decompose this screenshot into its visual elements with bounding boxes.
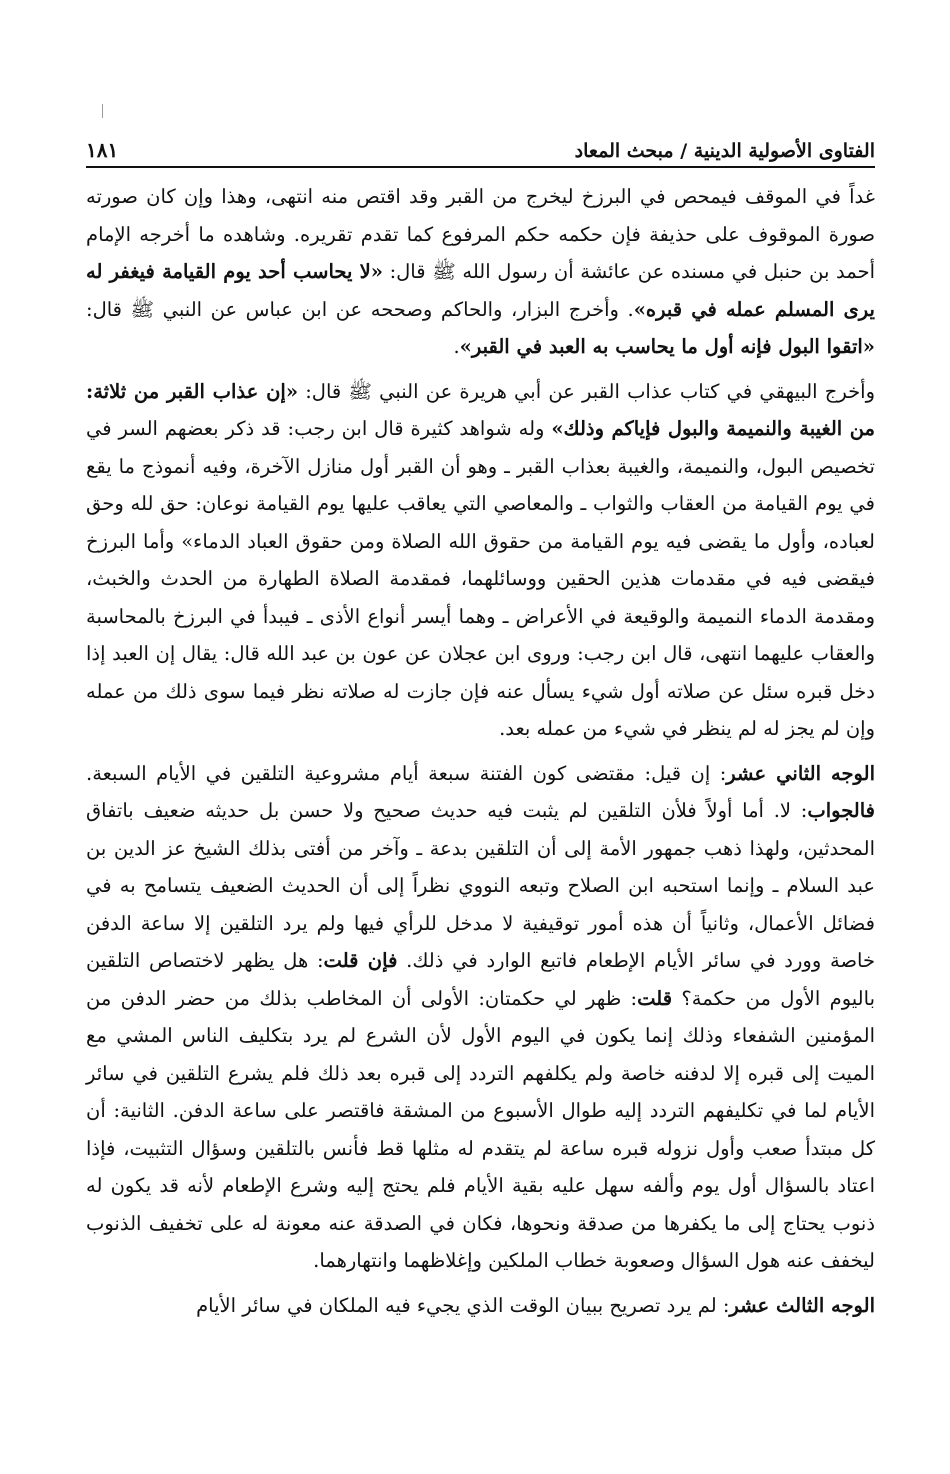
text-run: : لم يرد تصريح ببيان الوقت الذي يجيء فيه الملكان في سائر الأيام: [196, 1293, 730, 1317]
text-run: : ظهر لي حكمتان: الأولى أن المخاطب بذلك من حضر الدفن من المؤمنين الشفعاء وذلك إنما يكون في اليوم الأول لأن الشرع لم يرد بتكليف الناس المشي مع الميت إلى قبره إلا لدفنه خاصة ولم يكلفهم التردد إلى قبره بعد ذلك فلم يشرع التلقين في سائر الأيام لما في تكليفهم التردد إليه طوال الأسبوع من المشقة فاقتصر على ساعة الدفن. الثانية: أن كل مبتدأ صعب وأول نزوله قبره ساعة لم يتقدم له مثلها قط فأنس بالتلقين وسؤال التثبيت، فإذا اعتاد بالسؤال أول يوم وألفه سهل عليه بقية الأيام فلم يحتج إليه وشرع الإطعام لأنه قد يكون له ذنوب يحتاج إلى ما يكفرها من صدقة ونحوها، فكان في الصدقة عنه معونة له على تخفيف الذنوب ليخفف عنه هول السؤال وصعوبة خطاب الملكين وإغلاظهما وانتهارهما.: [86, 986, 876, 1272]
bold-text-run: فالجواب: [807, 799, 875, 822]
paragraph: [86, 1287, 875, 1325]
bold-text-run: «لا يحاسب أحد يوم القيامة فيغفر له يرى المسلم عمله في قبره»: [86, 260, 875, 321]
paragraph: [86, 373, 875, 748]
text-run: : لا. أما أولاً فلأن التلقين لم يثبت فيه حديث صحيح ولا حسن بل حديثه ضعيف باتفاق المحدثين، ولهذا ذهب جمهور الأمة إلى أن التلقين بدعة ـ وآخر من أفتى بذلك الشيخ عز الدين بن عبد السلام ـ وإنما استحبه ابن الصلاح وتبعه النووي نظراً إلى أن الحديث الضعيف يتسامح به في فضائل الأعمال، وثانياً أن هذه أمور توقيفية لا مدخل للرأي فيها ولم يرد التلقين إلا ساعة الدفن خاصة وورد في سائر الأيام الإطعام فاتبع الوارد في ذلك.: [86, 799, 875, 972]
bold-text-run: قلت: [637, 986, 673, 1010]
bold-text-run: «إن عذاب القبر من ثلاثة: من الغيبة والنميمة والبول فإياكم وذلك»: [86, 379, 875, 440]
paragraph: [86, 755, 875, 1280]
text-run: : هل يظهر لاختصاص التلقين باليوم الأول من حكمة؟: [86, 949, 875, 1010]
bold-text-run: فإن قلت: [323, 949, 398, 972]
margin-mark: [102, 104, 103, 118]
header-rule: [86, 166, 875, 168]
text-run: غداً في الموقف فيمحص في البرزخ ليخرج من القبر وقد اقتص منه انتهى، وهذا وإن كان صورته صورة الموقوف على حذيفة فإن حكمه حكم المرفوع كما تقدم تقريره. وشاهده ما أخرجه الإمام أحمد بن حنبل في مسنده عن عائشة أن رسول الله ﷺ قال:: [86, 185, 875, 283]
bold-text-run: «اتقوا البول فإنه أول ما يحاسب به العبد في القبر»: [459, 335, 875, 358]
text-run: وله شواهد كثيرة قال ابن رجب: قد ذكر بعضهم السر في تخصيص البول، والنميمة، والغيبة بعذاب القبر ـ وهو أن القبر أول منازل الآخرة، وفيه أنموذج ما يقع في يوم القيامة من العقاب والثواب ـ والمعاصي التي يعاقب عليها يوم القيامة نوعان: حق لله وحق لعباده، وأول ما يقضى فيه يوم القيامة من حقوق الله الصلاة ومن حقوق العباد الدماء» وأما البرزخ فيقضى فيه في مقدمات هذين الحقين ووسائلهما، فمقدمة الصلاة الطهارة من الحدث والخبث، ومقدمة الدماء النميمة والوقيعة في الأعراض ـ وهما أيسر أنواع الأذى ـ فيبدأ في البرزخ بالمحاسبة والعقاب عليهما انتهى، قال ابن رجب: وروى ابن عجلان عن عون بن عبد الله قال: يقال إن العبد إذا دخل قبره سئل عن صلاته أول شيء يسأل عنه فإن جازت له صلاته نظر فيما سوى ذلك من عمله وإن لم يجز له لم ينظر في شيء من عمله بعد.: [86, 417, 875, 740]
body-text: [86, 178, 875, 1331]
running-header: [86, 128, 875, 162]
text-run: وأخرج البيهقي في كتاب عذاب القبر عن أبي هريرة عن النبي ﷺ قال:: [298, 379, 875, 403]
bold-text-run: الوجه الثاني عشر: [726, 761, 875, 785]
text-run: .: [453, 335, 460, 358]
paragraph: [86, 178, 875, 366]
text-run: . وأخرج البزار، والحاكم وصححه عن ابن عباس عن النبي ﷺ قال:: [86, 297, 634, 321]
page-number: ١٨١: [86, 138, 119, 162]
bold-text-run: الوجه الثالث عشر: [729, 1293, 875, 1317]
text-run: : إن قيل: مقتضى كون الفتنة سبعة أيام مشروعية التلقين في الأيام السبعة.: [86, 761, 727, 785]
running-title: الفتاوى الأصولية الدينية / مبحث المعاد: [574, 140, 875, 162]
